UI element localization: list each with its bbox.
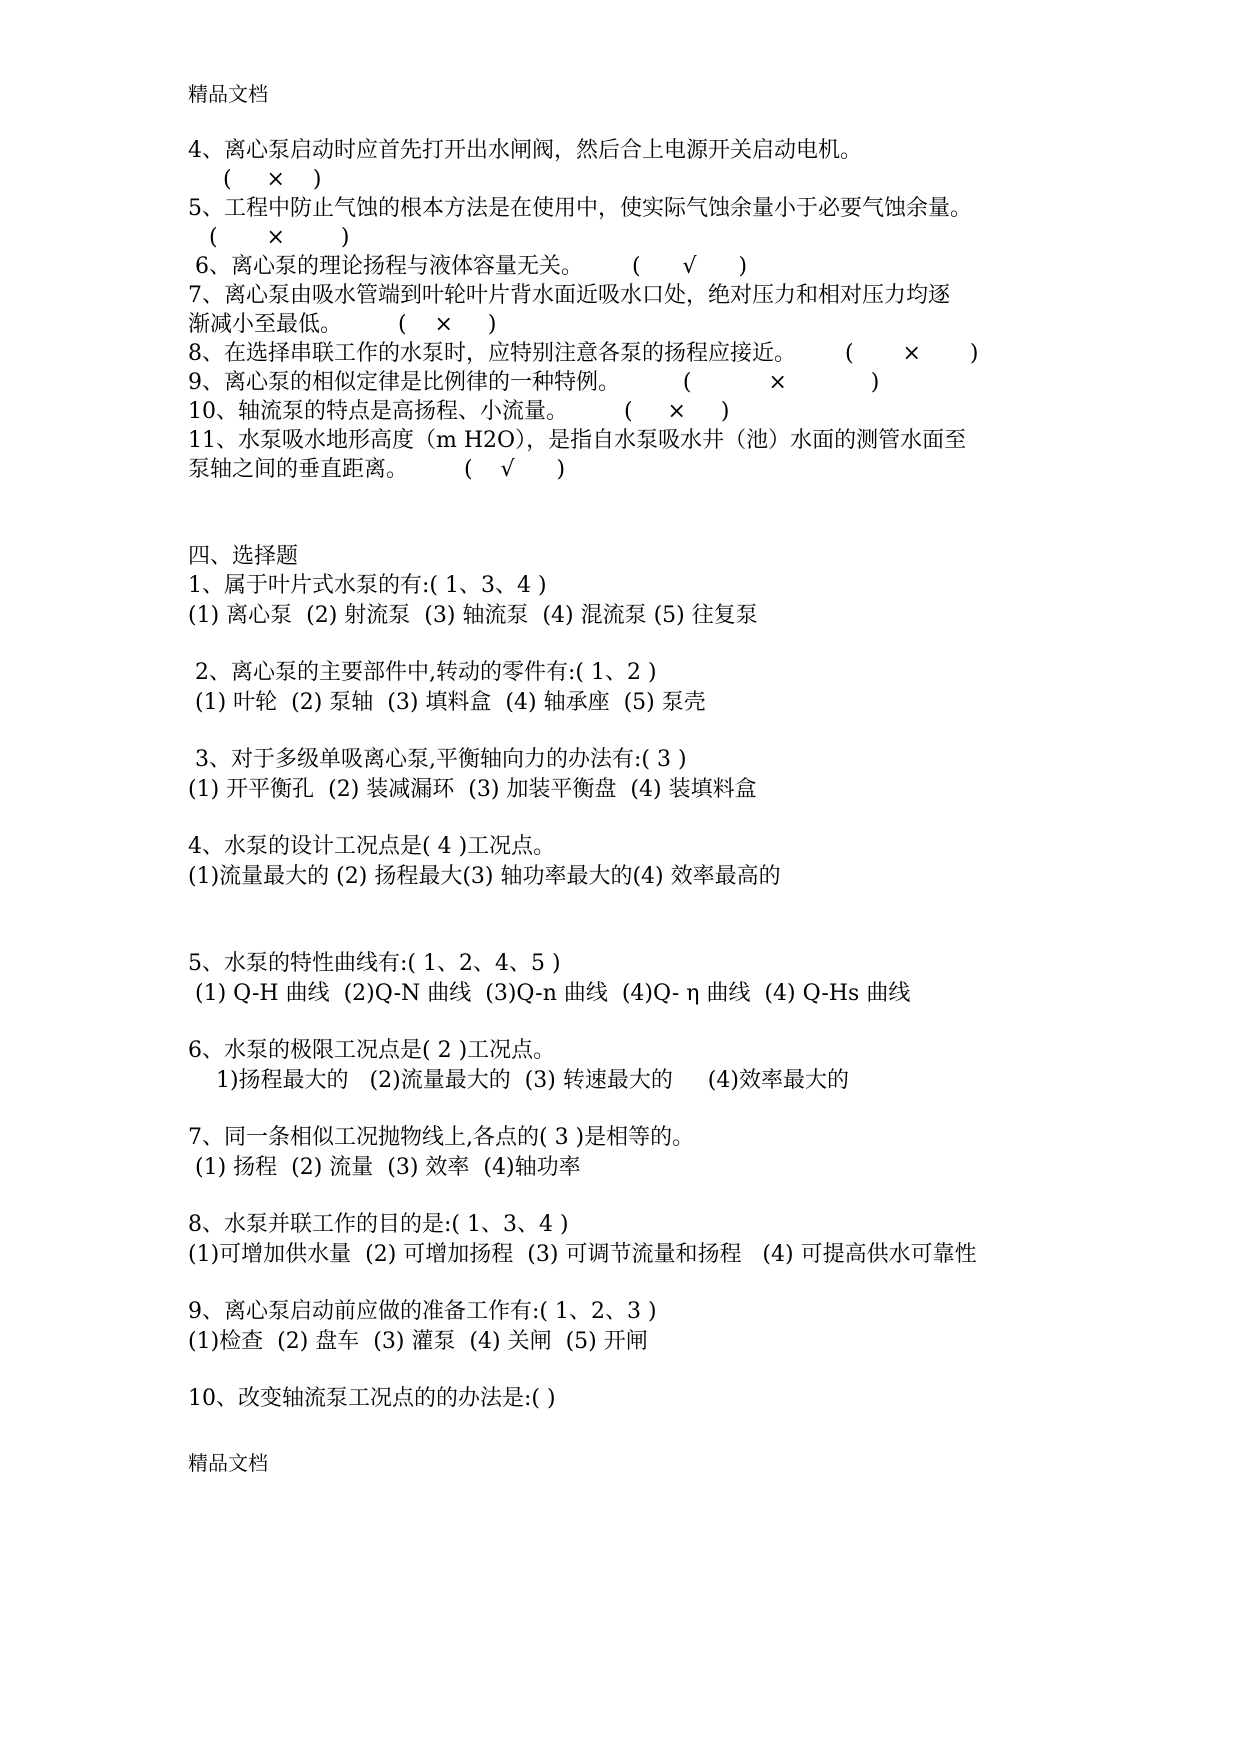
choice-line: (1)检查 (2) 盘车 (3) 灌泵 (4) 关闸 (5) 开闸 (188, 1329, 648, 1354)
section-title: 四、选择题 (188, 544, 299, 569)
choice-line: 4、水泵的设计工况点是( 4 )工况点。 (188, 834, 556, 859)
choice-line: 1、属于叶片式水泵的有:( 1、3、4 ) (188, 573, 547, 598)
choice-line: (1)流量最大的 (2) 扬程最大(3) 轴功率最大的(4) 效率最高的 (188, 864, 781, 889)
choice-line: 10、改变轴流泵工况点的的办法是:( ) (188, 1386, 556, 1411)
choice-line: (1) 叶轮 (2) 泵轴 (3) 填料盒 (4) 轴承座 (5) 泵壳 (188, 690, 706, 715)
choice-line: 7、同一条相似工况抛物线上,各点的( 3 )是相等的。 (188, 1125, 695, 1150)
choice-line: 5、水泵的特性曲线有:( 1、2、4、5 ) (188, 951, 561, 976)
choice-line: 9、离心泵启动前应做的准备工作有:( 1、2、3 ) (188, 1299, 657, 1324)
choice-line: (1) Q-H 曲线 (2)Q-N 曲线 (3)Q-n 曲线 (4)Q- η 曲线 (4) Q-Hs 曲线 (188, 981, 911, 1006)
judgment-line: 渐减小至最低。 ( × ) (188, 312, 497, 337)
choice-line: (1) 离心泵 (2) 射流泵 (3) 轴流泵 (4) 混流泵 (5) 往复泵 (188, 603, 758, 628)
choice-line: (1) 扬程 (2) 流量 (3) 效率 (4)轴功率 (188, 1155, 581, 1180)
choice-line: 1)扬程最大的 (2)流量最大的 (3) 转速最大的 (4)效率最大的 (188, 1068, 849, 1093)
choice-line: 3、对于多级单吸离心泵,平衡轴向力的办法有:( 3 ) (188, 747, 687, 772)
judgment-line: 6、离心泵的理论扬程与液体容量无关。 ( √ ) (188, 254, 748, 279)
page-header: 精品文档 (188, 82, 268, 106)
judgment-line: 4、离心泵启动时应首先打开出水闸阀，然后合上电源开关启动电机。 (188, 138, 862, 163)
choice-line: 2、离心泵的主要部件中,转动的零件有:( 1、2 ) (188, 660, 657, 685)
judgment-line: 泵轴之间的垂直距离。 ( √ ) (188, 457, 566, 482)
page-footer: 精品文档 (188, 1451, 268, 1475)
judgment-line: ( × ) (188, 167, 322, 192)
choice-line: (1) 开平衡孔 (2) 装减漏环 (3) 加装平衡盘 (4) 装填料盒 (188, 777, 757, 802)
judgment-line: 8、在选择串联工作的水泵时，应特别注意各泵的扬程应接近。 ( × ) (188, 341, 979, 366)
choice-line: (1)可增加供水量 (2) 可增加扬程 (3) 可调节流量和扬程 (4) 可提高供水可靠性 (188, 1242, 977, 1267)
judgment-line: 5、工程中防止气蚀的根本方法是在使用中，使实际气蚀余量小于必要气蚀余量。 (188, 196, 972, 221)
judgment-line: 11、水泵吸水地形高度（m H2O），是指自水泵吸水井（池）水面的测管水面至 (188, 428, 967, 453)
judgment-line: ( × ) (188, 225, 350, 250)
judgment-line: 9、离心泵的相似定律是比例律的一种特例。 ( × ) (188, 370, 880, 395)
choice-line: 6、水泵的极限工况点是( 2 )工况点。 (188, 1038, 556, 1063)
choice-line: 8、水泵并联工作的目的是:( 1、3、4 ) (188, 1212, 569, 1237)
judgment-line: 10、轴流泵的特点是高扬程、小流量。 ( × ) (188, 399, 730, 424)
judgment-line: 7、离心泵由吸水管端到叶轮叶片背水面近吸水口处，绝对压力和相对压力均逐 (188, 283, 950, 308)
